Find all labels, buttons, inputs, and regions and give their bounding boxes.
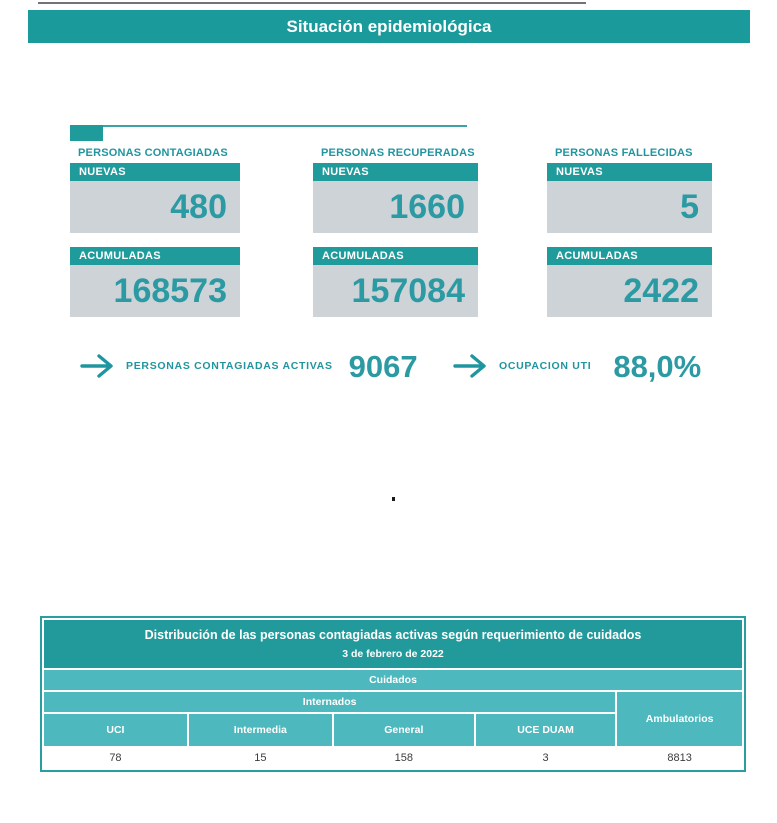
stat-card-header: NUEVAS <box>313 163 478 181</box>
highlight-activas <box>80 348 418 384</box>
highlight-label: PERSONAS CONTAGIADAS ACTIVAS <box>126 360 333 372</box>
section-rule <box>70 125 467 127</box>
arrow-right-icon <box>453 352 489 380</box>
stat-column-title: PERSONAS FALLECIDAS <box>555 147 693 159</box>
stat-value: 2422 <box>623 272 699 310</box>
table-date: 3 de febrero de 2022 <box>342 648 444 660</box>
stat-column-fallecidas <box>547 147 712 317</box>
stat-value: 5 <box>680 188 699 226</box>
top-border-line <box>38 2 586 4</box>
stat-card-acumuladas <box>70 247 240 317</box>
care-distribution-table <box>40 616 746 772</box>
group-header-cuidados: Cuidados <box>43 669 743 691</box>
stat-column-title: PERSONAS CONTAGIADAS <box>78 147 228 159</box>
column-header-uceduam: UCE DUAM <box>475 713 616 747</box>
value-general: 158 <box>333 747 475 769</box>
stat-column-recuperadas <box>313 147 478 317</box>
table-title: Distribución de las personas contagiadas activas según requerimiento de cuidados <box>144 628 642 642</box>
column-header-uci: UCI <box>43 713 188 747</box>
stat-card-header: ACUMULADAS <box>547 247 712 265</box>
column-header-ambulatorios: Ambulatorios <box>616 691 743 747</box>
stat-column-title: PERSONAS RECUPERADAS <box>321 147 475 159</box>
page-title: Situación epidemiológica <box>28 10 750 43</box>
stat-card-header: ACUMULADAS <box>313 247 478 265</box>
stat-value: 1660 <box>389 188 465 226</box>
value-uceduam: 3 <box>475 747 616 769</box>
group-header-internados: Internados <box>43 691 616 713</box>
value-intermedia: 15 <box>188 747 333 769</box>
section-tab <box>70 125 103 141</box>
column-header-general: General <box>333 713 475 747</box>
column-header-intermedia: Intermedia <box>188 713 333 747</box>
stat-card-nuevas <box>70 163 240 233</box>
stat-value: 480 <box>170 188 227 226</box>
stat-card-acumuladas <box>547 247 712 317</box>
stray-period-dot <box>392 497 395 501</box>
stat-card-nuevas <box>547 163 712 233</box>
highlight-label: OCUPACION UTI <box>499 360 592 372</box>
stat-value: 157084 <box>351 272 465 310</box>
highlight-value: 88,0% <box>613 348 702 384</box>
stat-column-contagiadas <box>70 147 240 317</box>
highlight-uti <box>453 348 701 384</box>
value-ambulatorios: 8813 <box>616 747 743 769</box>
stat-card-header: NUEVAS <box>70 163 240 181</box>
stat-card-header: NUEVAS <box>547 163 712 181</box>
stat-card-nuevas <box>313 163 478 233</box>
stat-card-header: ACUMULADAS <box>70 247 240 265</box>
highlight-value: 9067 <box>348 348 418 384</box>
stat-card-acumuladas <box>313 247 478 317</box>
arrow-right-icon <box>80 352 116 380</box>
stat-value: 168573 <box>113 272 227 310</box>
value-uci: 78 <box>43 747 188 769</box>
table-header-block <box>43 619 743 669</box>
